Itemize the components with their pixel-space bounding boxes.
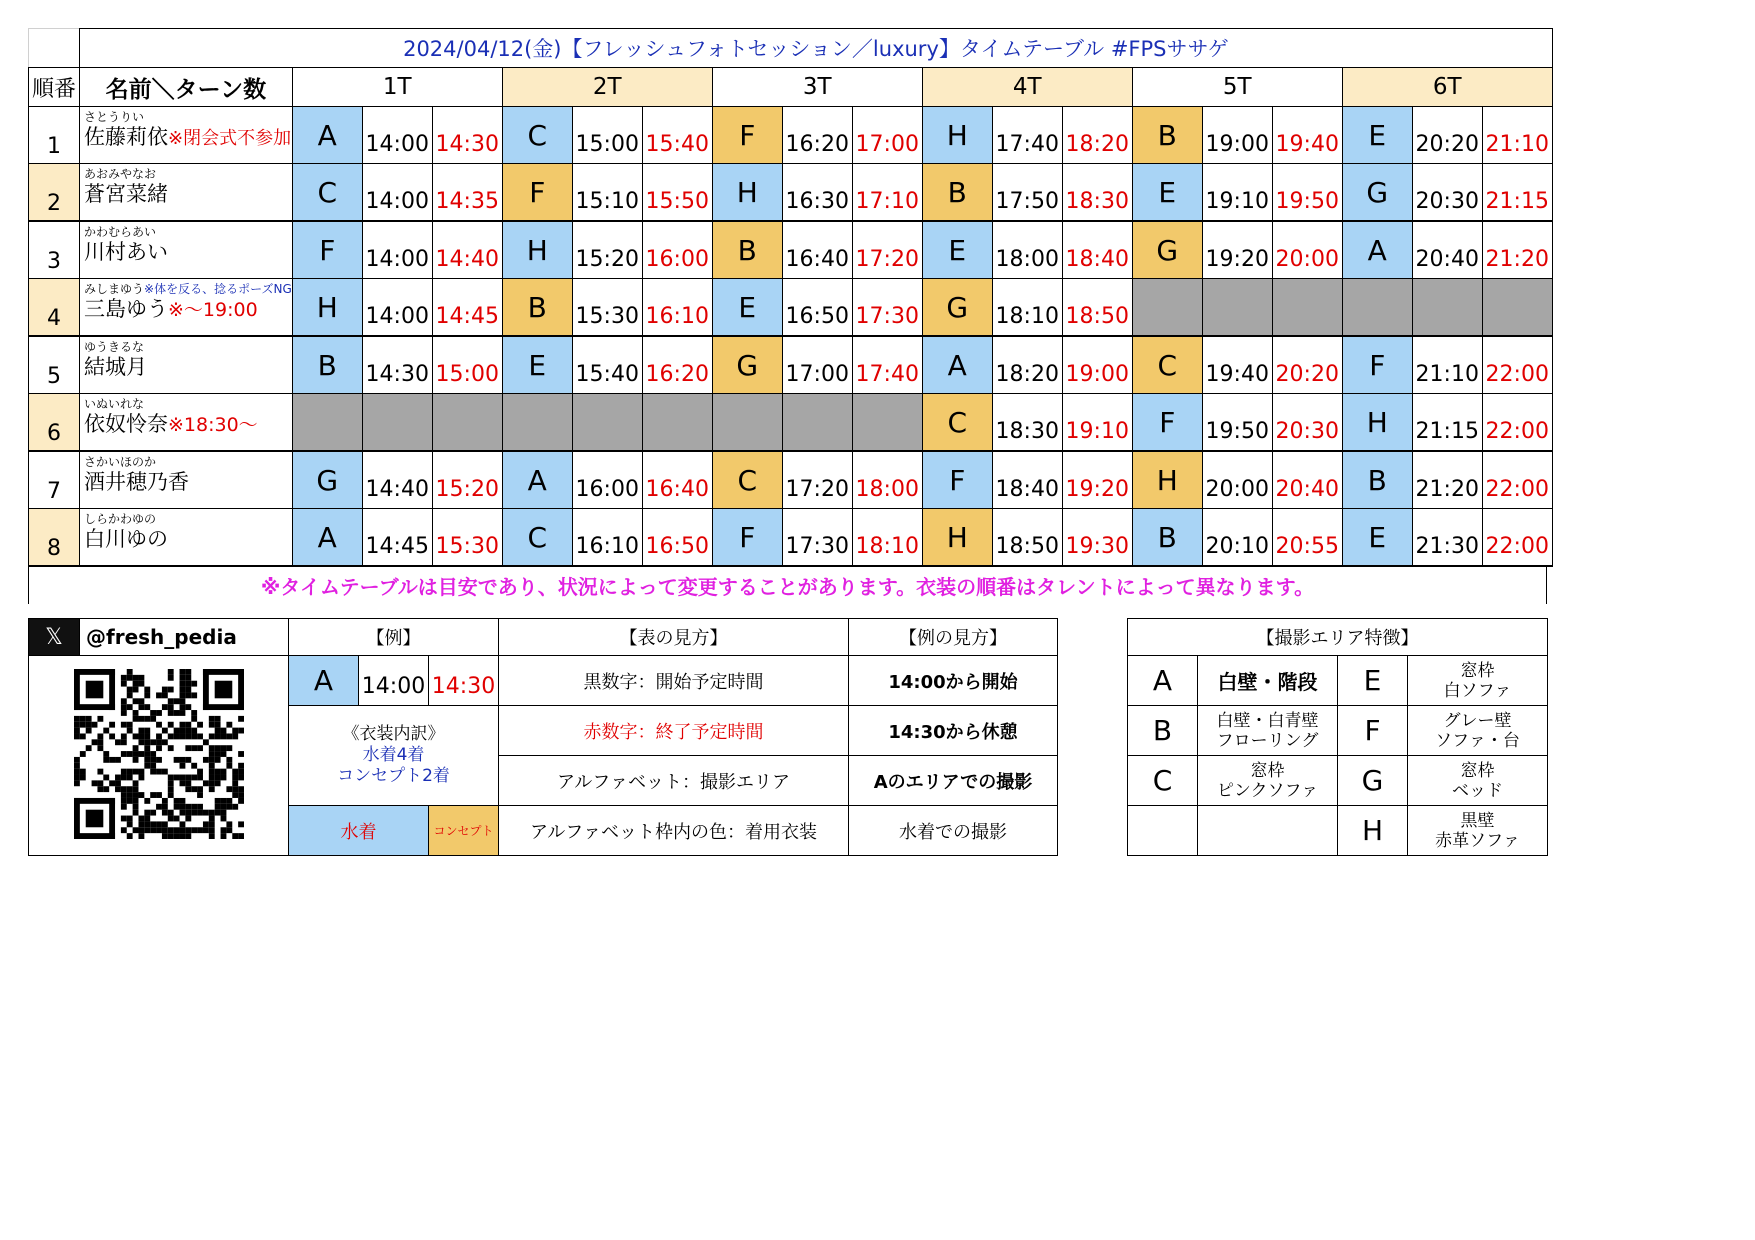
area-cell: A (292, 107, 362, 164)
area-cell: A (292, 509, 362, 567)
end-time: 18:30 (1062, 164, 1132, 222)
concept-legend: コンセプト (429, 806, 499, 856)
end-time: 17:20 (852, 221, 922, 279)
area-cell: H (1342, 394, 1412, 452)
notice-text: ※タイムテーブルは目安であり、状況によって変更することがあります。衣装の順番はタレントによって異なります。 (29, 567, 1547, 604)
row-number: 7 (29, 451, 80, 509)
area-cell: B (1132, 107, 1202, 164)
area-desc-C: 窓枠 ピンクソファ (1198, 756, 1338, 806)
end-time: 19:00 (1062, 336, 1132, 394)
end-time: 19:10 (1062, 394, 1132, 452)
howto-header: 【表の見方】 (499, 619, 849, 656)
area-cell: C (1132, 336, 1202, 394)
row-number: 8 (29, 509, 80, 567)
area-cell: A (1342, 221, 1412, 279)
area-cell: B (922, 164, 992, 222)
area-cell: F (1342, 336, 1412, 394)
start-time: 15:10 (572, 164, 642, 222)
timetable (28, 28, 1553, 604)
start-time: 19:40 (1202, 336, 1272, 394)
talent-note: ※閉会式不参加 (168, 128, 292, 149)
area-cell: E (1342, 509, 1412, 567)
end-time: 14:40 (432, 221, 502, 279)
area-cell: A (502, 451, 572, 509)
talent-name-cell (80, 394, 293, 452)
end-time: 16:50 (642, 509, 712, 567)
howto-example-1: 14:00から開始 (849, 656, 1058, 706)
area-cell: B (502, 279, 572, 337)
howto-desc-1: 黒数字：開始予定時間 (499, 656, 849, 706)
start-time: 20:20 (1412, 107, 1482, 164)
area-cell: B (1342, 451, 1412, 509)
page-title: 2024/04/12(金)【フレッシュフォトセッション／luxury】タイムテーブル #FPSササゲ (80, 29, 1553, 68)
area-desc-G: 窓枠 ベッド (1408, 756, 1548, 806)
start-time: 19:50 (1202, 394, 1272, 452)
end-time: 19:40 (1272, 107, 1342, 164)
end-time: 16:00 (642, 221, 712, 279)
talent-name: 佐藤莉依 (84, 125, 168, 149)
areas-header: 【撮影エリア特徴】 (1128, 619, 1548, 656)
furigana: あおみやなお (84, 167, 157, 181)
start-time: 16:10 (572, 509, 642, 567)
row-number: 4 (29, 279, 80, 337)
table-row (29, 509, 1553, 567)
area-cell: G (292, 451, 362, 509)
start-time: 16:30 (782, 164, 852, 222)
talent-name: 蒼宮菜緒 (84, 182, 168, 206)
end-time: 15:00 (432, 336, 502, 394)
start-time: 14:00 (362, 164, 432, 222)
end-time: 17:40 (852, 336, 922, 394)
start-time: 21:10 (1412, 336, 1482, 394)
start-time: 14:40 (362, 451, 432, 509)
area-cell: F (922, 451, 992, 509)
start-time: 17:00 (782, 336, 852, 394)
area-cell: G (922, 279, 992, 337)
end-time: 16:40 (642, 451, 712, 509)
unavailable-cell (432, 394, 502, 452)
table-row (29, 336, 1553, 394)
area-letter-A: A (1128, 656, 1198, 706)
talent-name: 白川ゆの (84, 527, 168, 551)
area-cell: A (922, 336, 992, 394)
end-time: 15:40 (642, 107, 712, 164)
area-cell: B (1132, 509, 1202, 567)
start-time: 19:00 (1202, 107, 1272, 164)
start-time: 19:10 (1202, 164, 1272, 222)
end-time: 17:00 (852, 107, 922, 164)
start-time: 16:00 (572, 451, 642, 509)
unavailable-cell (852, 394, 922, 452)
start-time: 20:30 (1412, 164, 1482, 222)
table-row (29, 107, 1553, 164)
start-time: 20:10 (1202, 509, 1272, 567)
area-letter-E: E (1338, 656, 1408, 706)
example-howto-header: 【例の見方】 (849, 619, 1058, 656)
howto-example-3: Aのエリアでの撮影 (849, 756, 1058, 806)
area-desc-E: 窓枠 白ソファ (1408, 656, 1548, 706)
end-time: 20:20 (1272, 336, 1342, 394)
row-number: 1 (29, 107, 80, 164)
start-time: 21:30 (1412, 509, 1482, 567)
start-time: 17:40 (992, 107, 1062, 164)
end-time: 18:20 (1062, 107, 1132, 164)
timetable-grid (28, 28, 1553, 567)
talent-name: 酒井穂乃香 (84, 470, 189, 494)
area-cell: G (1132, 221, 1202, 279)
start-time: 17:30 (782, 509, 852, 567)
unavailable-cell (642, 394, 712, 452)
furigana: かわむらあい (84, 225, 157, 239)
start-time: 15:30 (572, 279, 642, 337)
area-cell: G (712, 336, 782, 394)
unavailable-cell (1272, 279, 1342, 337)
start-time: 15:20 (572, 221, 642, 279)
end-time: 19:20 (1062, 451, 1132, 509)
end-time: 18:00 (852, 451, 922, 509)
end-time: 17:10 (852, 164, 922, 222)
table-row (29, 279, 1553, 337)
table-row (29, 451, 1553, 509)
unavailable-cell (1132, 279, 1202, 337)
start-time: 16:20 (782, 107, 852, 164)
area-cell: H (712, 164, 782, 222)
talent-name-cell (80, 451, 293, 509)
start-time: 15:00 (572, 107, 642, 164)
area-cell: F (1132, 394, 1202, 452)
area-letter-B: B (1128, 706, 1198, 756)
talent-note: ※～19:00 (168, 299, 258, 321)
end-time: 14:35 (432, 164, 502, 222)
end-time: 15:20 (432, 451, 502, 509)
area-letter-C: C (1128, 756, 1198, 806)
area-desc-H: 黒壁 赤革ソファ (1408, 806, 1548, 856)
end-time: 21:20 (1482, 221, 1552, 279)
table-row (29, 221, 1553, 279)
start-time: 20:40 (1412, 221, 1482, 279)
talent-name-cell (80, 509, 293, 567)
area-cell: E (1342, 107, 1412, 164)
start-time: 18:20 (992, 336, 1062, 394)
end-time: 19:30 (1062, 509, 1132, 567)
sns-handle[interactable]: @fresh_pedia (80, 619, 289, 656)
area-cell: H (292, 279, 362, 337)
end-time: 20:30 (1272, 394, 1342, 452)
furigana: みしまゆう (84, 282, 145, 296)
furigana: さかいほのか (84, 455, 157, 469)
start-time: 19:20 (1202, 221, 1272, 279)
furigana: さとうりい (84, 110, 145, 124)
turn-header-4: 4T (922, 68, 1132, 107)
legend (28, 618, 1548, 856)
end-time: 14:30 (432, 107, 502, 164)
area-cell: B (712, 221, 782, 279)
unavailable-cell (1202, 279, 1272, 337)
area-cell: E (502, 336, 572, 394)
area-cell: F (712, 107, 782, 164)
area-desc-A: 白壁・階段 (1198, 656, 1338, 706)
talent-name: 結城月 (84, 355, 147, 379)
end-time: 14:45 (432, 279, 502, 337)
start-time: 16:40 (782, 221, 852, 279)
area-cell: H (922, 509, 992, 567)
start-time: 17:50 (992, 164, 1062, 222)
end-time: 17:30 (852, 279, 922, 337)
turn-header-3: 3T (712, 68, 922, 107)
area-cell: F (712, 509, 782, 567)
area-cell: C (292, 164, 362, 222)
end-time: 19:50 (1272, 164, 1342, 222)
start-time: 15:40 (572, 336, 642, 394)
end-time: 15:30 (432, 509, 502, 567)
row-number: 5 (29, 336, 80, 394)
end-time: 18:10 (852, 509, 922, 567)
talent-name-cell (80, 221, 293, 279)
talent-name: 三島ゆう (84, 297, 168, 321)
howto-desc-3: アルファベット：撮影エリア (499, 756, 849, 806)
area-cell: H (1132, 451, 1202, 509)
table-row (29, 164, 1553, 222)
row-number: 3 (29, 221, 80, 279)
example-area: A (289, 656, 359, 706)
talent-name: 川村あい (84, 240, 168, 264)
talent-name-cell (80, 336, 293, 394)
start-time: 18:30 (992, 394, 1062, 452)
spacer (1058, 619, 1128, 656)
name-header: 名前＼ターン数 (80, 68, 293, 107)
unavailable-cell (362, 394, 432, 452)
end-time: 16:10 (642, 279, 712, 337)
talent-name-cell (80, 279, 293, 337)
end-time: 18:40 (1062, 221, 1132, 279)
qr-code[interactable] (29, 656, 289, 856)
end-time: 21:10 (1482, 107, 1552, 164)
example-header: 【例】 (289, 619, 499, 656)
unavailable-cell (712, 394, 782, 452)
area-cell: B (292, 336, 362, 394)
talent-name-cell (80, 164, 293, 222)
start-time: 14:00 (362, 107, 432, 164)
howto-desc-4: アルファベット枠内の色：着用衣装 (499, 806, 849, 856)
end-time: 16:20 (642, 336, 712, 394)
area-letter-G: G (1338, 756, 1408, 806)
turn-header-1: 1T (292, 68, 502, 107)
row-number: 6 (29, 394, 80, 452)
furigana-note: ※体を反る、捻るポーズNG (144, 282, 292, 296)
area-empty-2 (1198, 806, 1338, 856)
end-time: 20:40 (1272, 451, 1342, 509)
start-time: 18:00 (992, 221, 1062, 279)
notice-wrap (28, 567, 1547, 604)
start-time: 14:30 (362, 336, 432, 394)
area-cell: C (502, 509, 572, 567)
area-cell: C (922, 394, 992, 452)
table-row (29, 394, 1553, 452)
end-time: 22:00 (1482, 451, 1552, 509)
start-time: 18:50 (992, 509, 1062, 567)
corner-blank (29, 29, 80, 68)
furigana: ゆうきるな (84, 340, 145, 354)
area-cell: E (922, 221, 992, 279)
unavailable-cell (782, 394, 852, 452)
start-time: 14:00 (362, 221, 432, 279)
order-header: 順番 (29, 68, 80, 107)
area-cell: F (502, 164, 572, 222)
end-time: 22:00 (1482, 509, 1552, 567)
unavailable-cell (292, 394, 362, 452)
end-time: 20:55 (1272, 509, 1342, 567)
start-time: 16:50 (782, 279, 852, 337)
area-cell: G (1342, 164, 1412, 222)
howto-example-4: 水着での撮影 (849, 806, 1058, 856)
area-cell: H (922, 107, 992, 164)
howto-desc-2: 赤数字：終了予定時間 (499, 706, 849, 756)
talent-name-cell (80, 107, 293, 164)
end-time: 21:15 (1482, 164, 1552, 222)
end-time: 15:50 (642, 164, 712, 222)
talent-note: ※18:30～ (168, 414, 258, 436)
row-number: 2 (29, 164, 80, 222)
unavailable-cell (1342, 279, 1412, 337)
notice-table (28, 567, 1547, 604)
x-logo-icon[interactable]: 𝕏 (29, 619, 80, 656)
area-empty-1 (1128, 806, 1198, 856)
area-desc-B: 白壁・白青壁 フローリング (1198, 706, 1338, 756)
area-cell: F (292, 221, 362, 279)
swim-legend: 水着 (289, 806, 429, 856)
example-end: 14:30 (429, 656, 499, 706)
area-cell: H (502, 221, 572, 279)
area-cell: C (712, 451, 782, 509)
furigana: しらかわゆの (84, 512, 157, 526)
start-time: 21:20 (1412, 451, 1482, 509)
turn-header-2: 2T (502, 68, 712, 107)
area-letter-H: H (1338, 806, 1408, 856)
turn-header-6: 6T (1342, 68, 1552, 107)
area-cell: C (502, 107, 572, 164)
furigana: いぬいれな (84, 397, 145, 411)
unavailable-cell (572, 394, 642, 452)
unavailable-cell (502, 394, 572, 452)
legend-table (28, 618, 1548, 856)
example-start: 14:00 (359, 656, 429, 706)
end-time: 20:00 (1272, 221, 1342, 279)
unavailable-cell (1482, 279, 1552, 337)
end-time: 18:50 (1062, 279, 1132, 337)
start-time: 18:40 (992, 451, 1062, 509)
area-letter-F: F (1338, 706, 1408, 756)
turn-header-5: 5T (1132, 68, 1342, 107)
costume-breakdown: 《衣装内訳》 水着4着 コンセプト2着 (289, 706, 499, 806)
area-cell: E (712, 279, 782, 337)
start-time: 17:20 (782, 451, 852, 509)
start-time: 14:00 (362, 279, 432, 337)
end-time: 22:00 (1482, 336, 1552, 394)
talent-name: 依奴怜奈 (84, 412, 168, 436)
area-desc-F: グレー壁 ソファ・台 (1408, 706, 1548, 756)
start-time: 21:15 (1412, 394, 1482, 452)
end-time: 22:00 (1482, 394, 1552, 452)
start-time: 14:45 (362, 509, 432, 567)
howto-example-2: 14:30から休憩 (849, 706, 1058, 756)
start-time: 20:00 (1202, 451, 1272, 509)
unavailable-cell (1412, 279, 1482, 337)
area-cell: E (1132, 164, 1202, 222)
qr-code-icon (74, 669, 244, 839)
start-time: 18:10 (992, 279, 1062, 337)
